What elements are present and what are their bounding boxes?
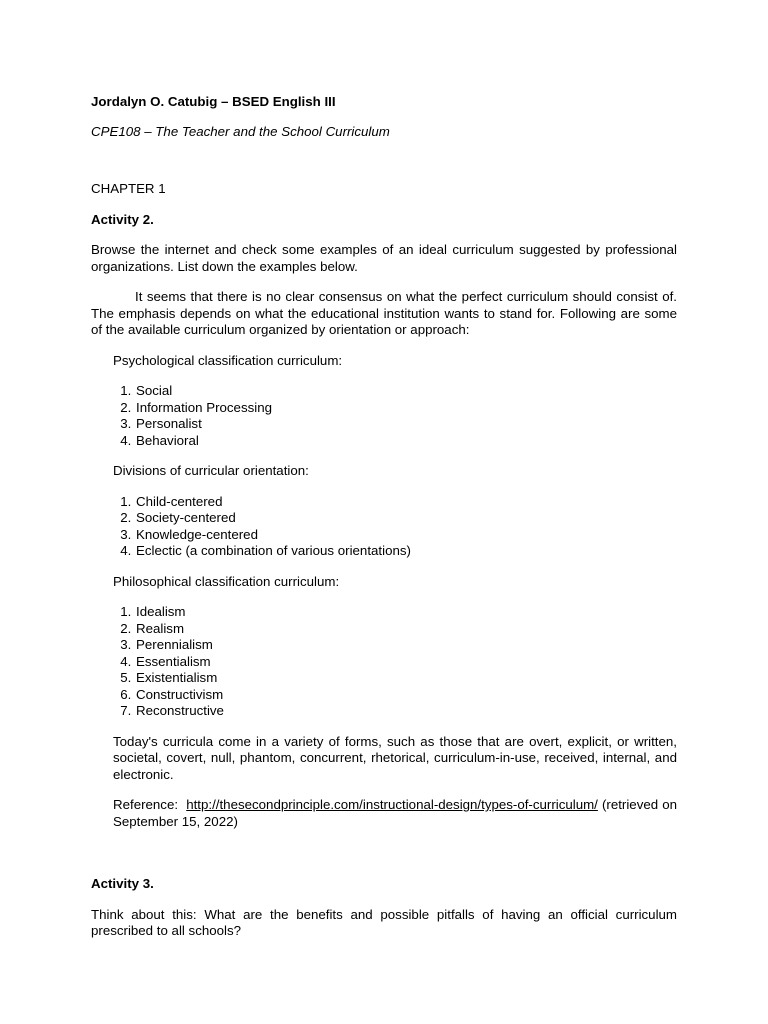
chapter-heading: CHAPTER 1 (91, 181, 166, 196)
list-item: 3. Perennialism (135, 637, 677, 654)
reference-link[interactable]: http://thesecondprinciple.com/instructional-design/types-of-curriculum/ (186, 797, 598, 812)
reference-note: (retrieved on September 15, 2022) (113, 797, 678, 829)
divisions-list (91, 494, 677, 560)
list-item: 4. Behavioral (135, 433, 677, 450)
list-item: 3. Personalist (135, 416, 677, 433)
psychological-list (91, 383, 677, 449)
psychological-list-title: Psychological classification curriculum: (113, 352, 343, 368)
list-item: 4. Essentialism (135, 654, 677, 671)
list-item: 5. Existentialism (135, 670, 677, 687)
activity-3-question: Think about this: What are the benefits and possible pitfalls of having an official curriculum prescribed to all schools? (91, 906, 677, 938)
course-line: CPE108 – The Teacher and the School Curriculum (91, 123, 390, 139)
list-item: 7. Reconstructive (135, 703, 677, 720)
list-item: 6. Constructivism (135, 687, 677, 704)
document-body (91, 94, 677, 940)
activity-3-heading: Activity 3. (91, 876, 154, 891)
curricula-summary: Today's curricula come in a variety of forms, such as those that are overt, explicit, or written, societal, covert, null, phantom, concurrent, rhetorical, curriculum-in-use, received, internal, and electronic. (113, 733, 677, 782)
list-item: 3. Knowledge-centered (135, 527, 677, 544)
philosophical-list-title: Philosophical classification curriculum: (113, 573, 340, 589)
divisions-list-title: Divisions of curricular orientation: (113, 463, 309, 478)
activity-2-instructions: Browse the internet and check some examples of an ideal curriculum suggested by professional organizations. List down the examples below. (91, 242, 677, 274)
list-item: 2. Society-centered (135, 510, 677, 527)
list-item: 1. Social (135, 383, 677, 400)
reference-line (113, 797, 677, 830)
list-item: 2. Realism (135, 621, 677, 638)
list-item: 1. Child-centered (135, 494, 677, 511)
philosophical-list (91, 604, 677, 720)
reference-label: Reference: (113, 797, 179, 812)
list-item: 2. Information Processing (135, 400, 677, 417)
activity-2-heading: Activity 2. (91, 211, 154, 227)
activity-2-intro: It seems that there is no clear consensus on what the perfect curriculum should consist of. The emphasis depends on what the educational institution wants to stand for. Following are some of the available curriculum organized by orientation or approach: (91, 289, 677, 337)
list-item: 4. Eclectic (a combination of various orientations) (135, 543, 677, 560)
list-item: 1. Idealism (135, 604, 677, 621)
author-line: Jordalyn O. Catubig – BSED English III (91, 94, 336, 109)
